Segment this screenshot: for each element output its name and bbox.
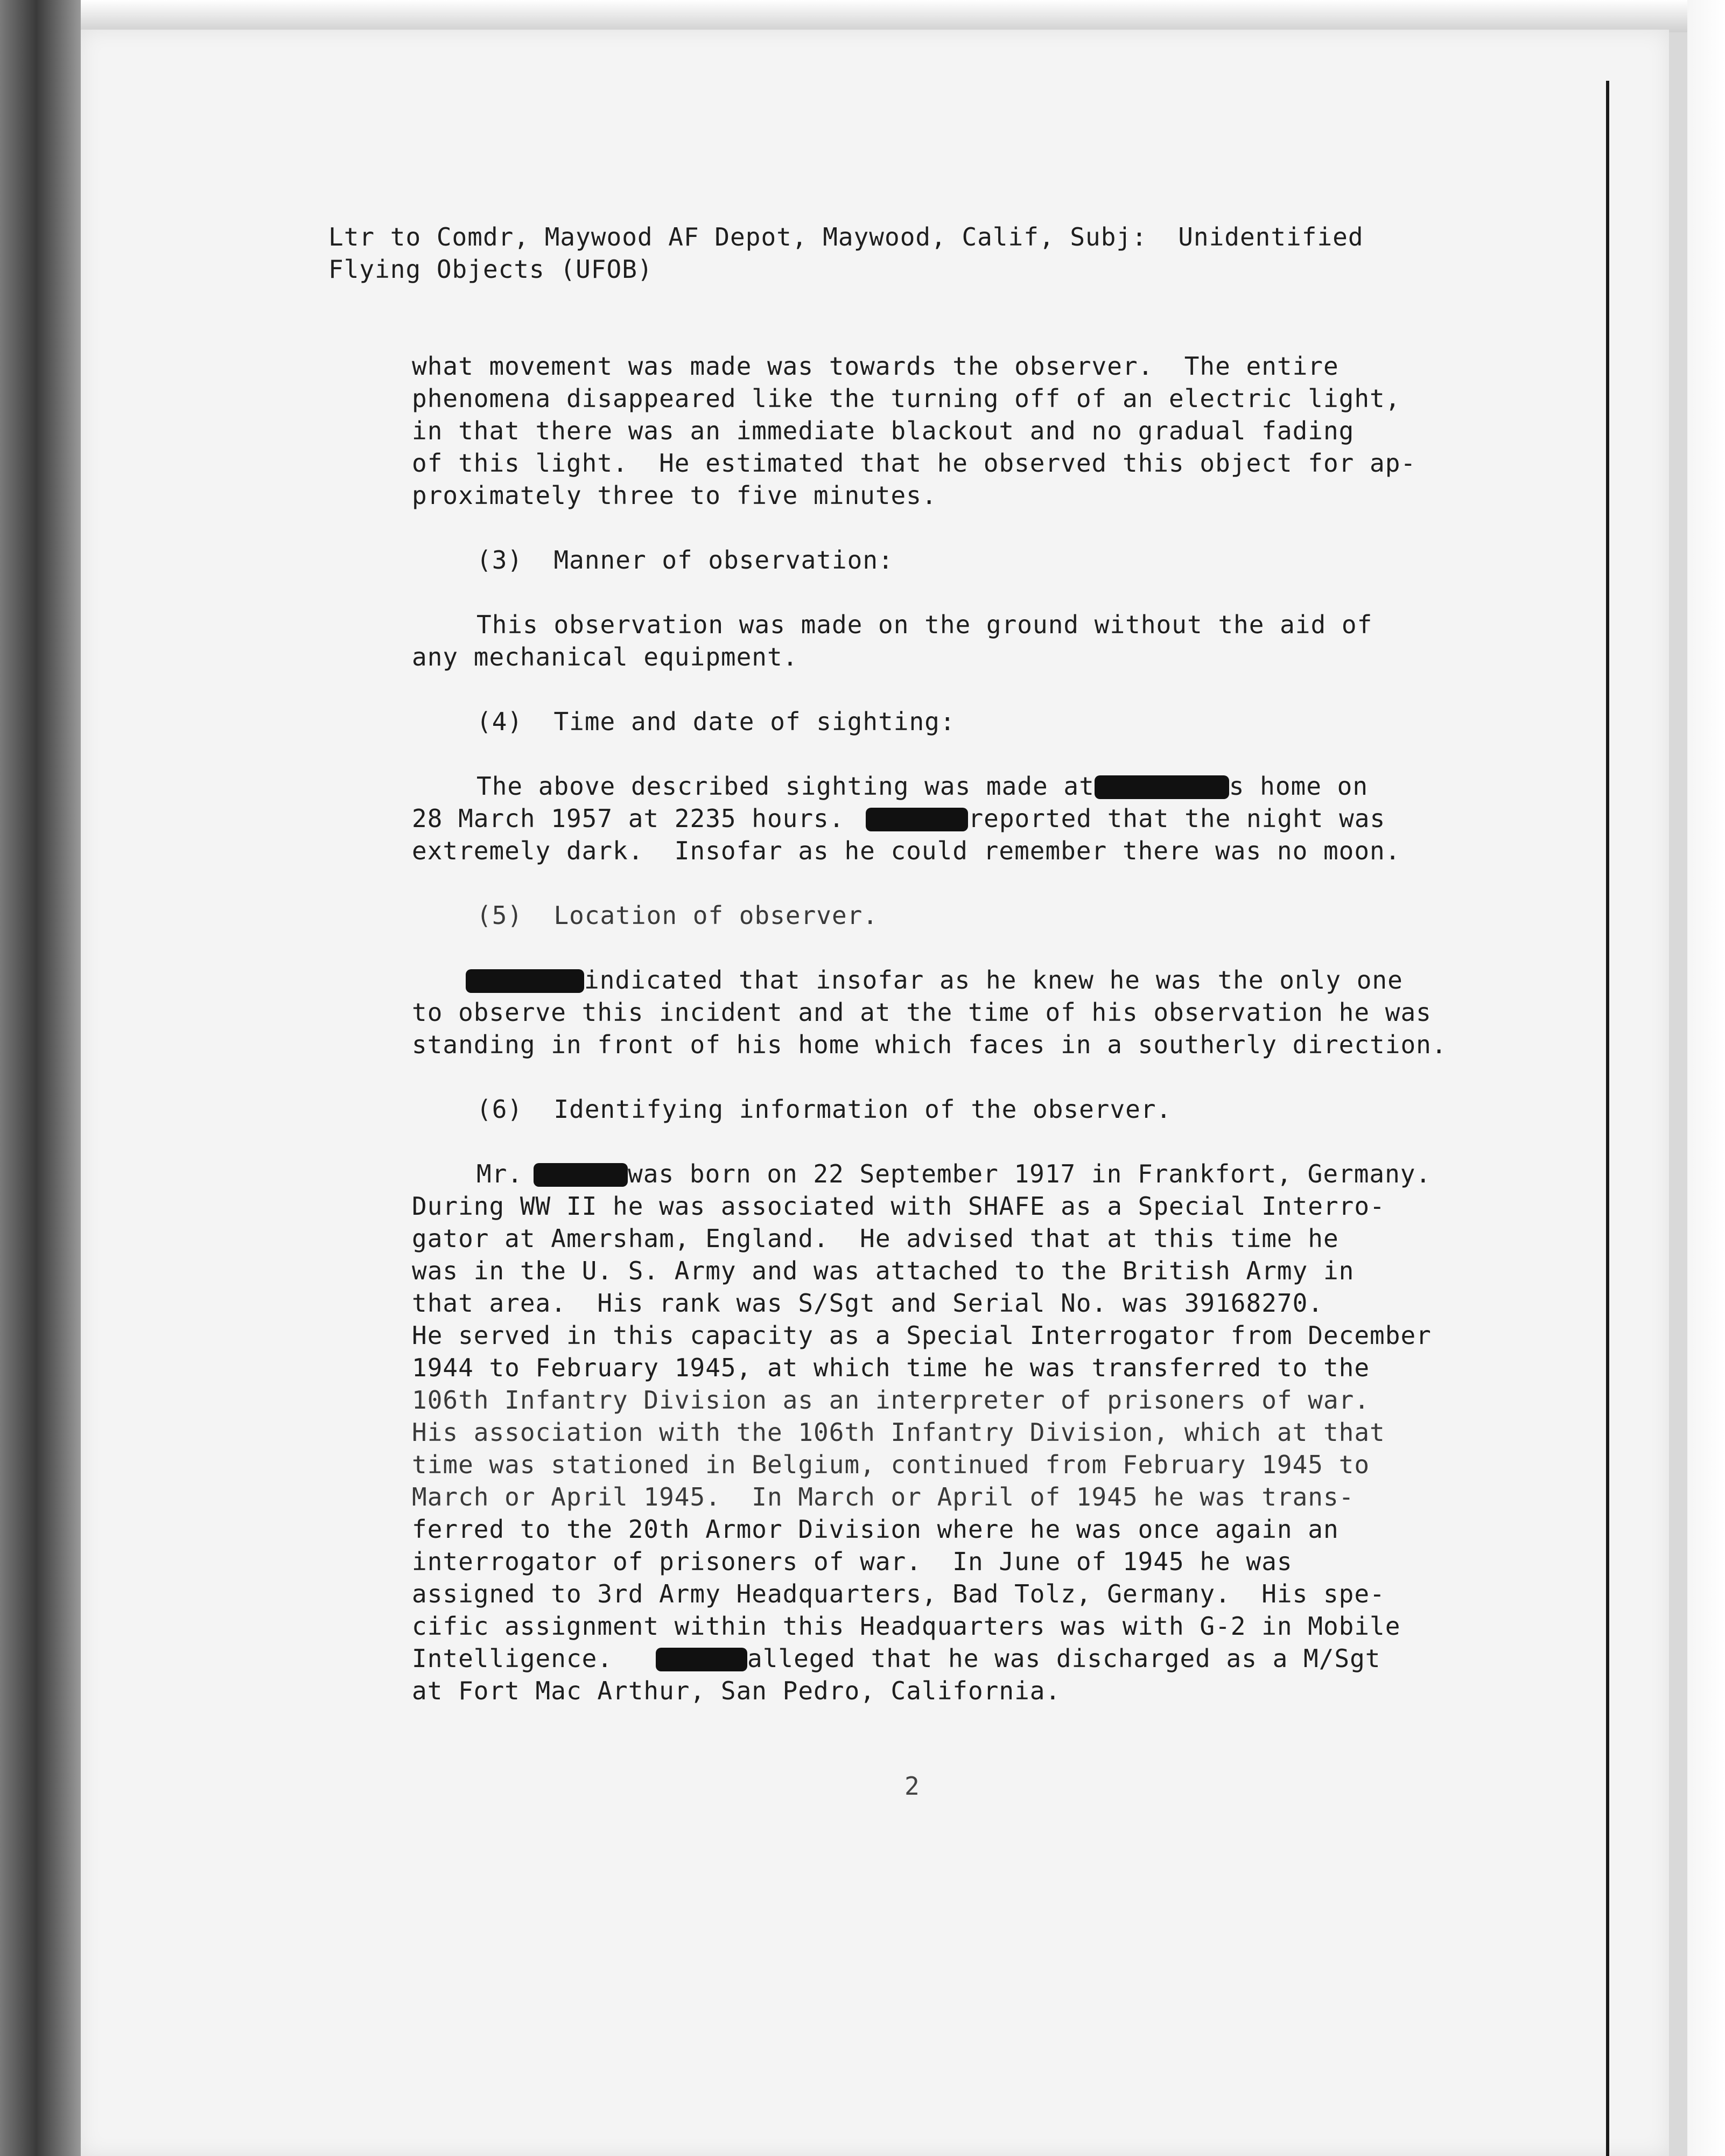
section-6-line: time was stationed in Belgium, continued from February 1945 to [412, 1450, 1370, 1479]
paragraph-line: in that there was an immediate blackout and no gradual fading [412, 416, 1355, 445]
redaction-mark [656, 1648, 747, 1671]
section-6-line-1 [476, 1158, 1431, 1190]
section-4-text: s home on [1229, 772, 1369, 801]
page-number: 2 [904, 1772, 920, 1801]
section-6-line: During WW II he was associated with SHAFE as a Special Interro- [412, 1192, 1385, 1221]
section-6-line: 106th Infantry Division as an interpreter of prisoners of war. [412, 1385, 1370, 1415]
redaction-mark [866, 808, 968, 831]
section-4-line-2 [412, 802, 1385, 835]
section-6-line: He served in this capacity as a Special Interrogator from December [412, 1321, 1432, 1350]
section-6-text: was born on 22 September 1917 in Frankfort, Germany. [628, 1159, 1432, 1188]
section-3-heading: (3) Manner of observation: [476, 545, 894, 575]
header-line-2: Flying Objects (UFOB) [328, 255, 653, 284]
section-6-text: Intelligence. [412, 1644, 613, 1673]
redaction-mark [1095, 775, 1229, 799]
section-6-line: interrogator of prisoners of war. In June of 1945 he was [412, 1547, 1293, 1576]
section-5-line-3: standing in front of his home which faces in a southerly direction. [412, 1030, 1447, 1059]
section-6-line: gator at Amersham, England. He advised that at this time he [412, 1224, 1339, 1253]
header-line-1: Ltr to Comdr, Maywood AF Depot, Maywood, Calif, Subj: Unidentified [328, 222, 1364, 251]
section-6-text: Mr. [476, 1159, 523, 1188]
redaction-mark [534, 1163, 628, 1187]
paragraph-line: of this light. He estimated that he observed this object for ap- [412, 449, 1417, 478]
paragraph-line: proximately three to five minutes. [412, 481, 937, 510]
section-6-line: His association with the 106th Infantry Division, which at that [412, 1418, 1385, 1447]
scan-right-edge [1687, 0, 1725, 2156]
section-3-line: This observation was made on the ground without the aid of [476, 610, 1373, 639]
section-6-line-last [412, 1642, 1381, 1675]
section-6-line: assigned to 3rd Army Headquarters, Bad Tolz, Germany. His spe- [412, 1579, 1385, 1608]
section-3-line: any mechanical equipment. [412, 642, 798, 671]
section-6-line: that area. His rank was S/Sgt and Serial No. was 39168270. [412, 1289, 1323, 1318]
section-6-line: March or April 1945. In March or April of 1945 he was trans- [412, 1482, 1355, 1511]
section-4-line-3: extremely dark. Insofar as he could remember there was no moon. [412, 836, 1401, 865]
section-6-line: was in the U. S. Army and was attached to the British Army in [412, 1256, 1355, 1285]
section-4-line-1 [476, 770, 1368, 802]
section-5-text: indicated that insofar as he knew he was the only one [584, 965, 1403, 995]
section-4-heading: (4) Time and date of sighting: [476, 707, 956, 736]
section-6-line: cific assignment within this Headquarters was with G-2 in Mobile [412, 1612, 1401, 1641]
section-5-line-2: to observe this incident and at the time of his observation he was [412, 998, 1432, 1027]
section-4-text: reported that the night was [968, 804, 1386, 833]
section-6-line-final: at Fort Mac Arthur, San Pedro, California. [412, 1676, 1061, 1705]
scan-left-edge [0, 0, 81, 2156]
scan-top-edge [0, 0, 1725, 32]
section-6-line: 1944 to February 1945, at which time he was transferred to the [412, 1353, 1370, 1382]
paragraph-line: phenomena disappeared like the turning off of an electric light, [412, 384, 1401, 413]
paragraph-line: what movement was made was towards the observer. The entire [412, 352, 1339, 381]
section-6-text: alleged that he was discharged as a M/Sgt [747, 1644, 1381, 1673]
section-5-heading: (5) Location of observer. [476, 901, 879, 930]
section-4-text: The above described sighting was made at [476, 772, 1095, 801]
redaction-mark [466, 969, 584, 993]
section-5-line-1 [466, 964, 1403, 996]
section-6-heading: (6) Identifying information of the observer. [476, 1095, 1172, 1124]
page-right-rule [1606, 81, 1609, 2156]
section-4-text: 28 March 1957 at 2235 hours. [412, 804, 845, 833]
section-6-line: ferred to the 20th Armor Division where he was once again an [412, 1515, 1339, 1544]
